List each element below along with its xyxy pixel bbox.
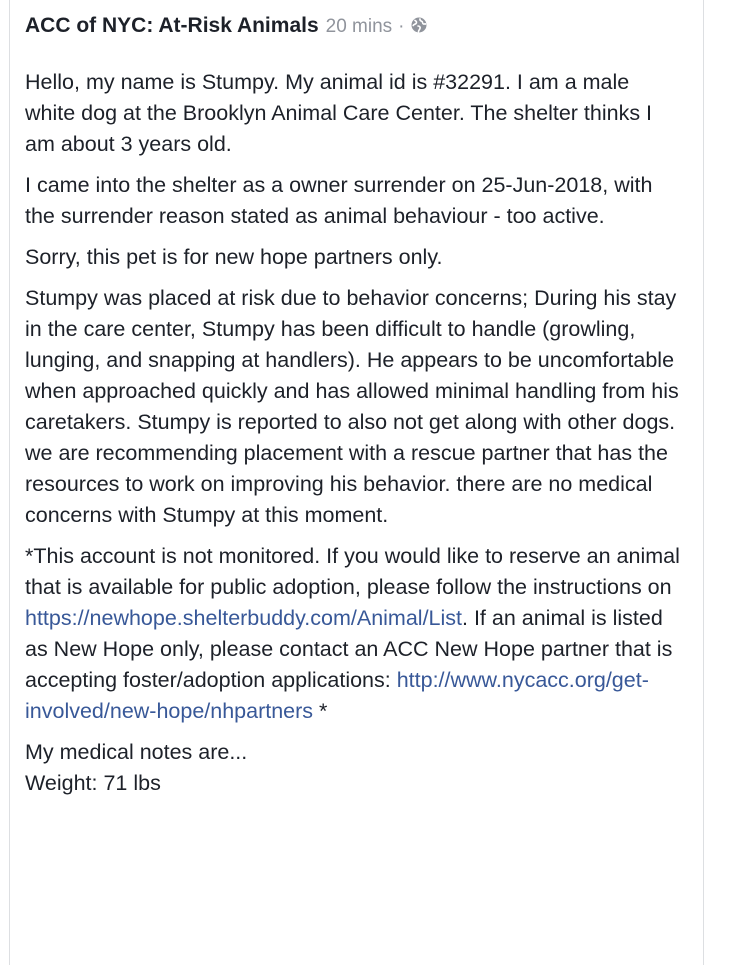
notice-paragraph xyxy=(25,541,685,727)
meta-separator: · xyxy=(398,16,405,37)
group-name-link[interactable]: ACC of NYC: At-Risk Animals xyxy=(25,14,319,37)
notice-text-1: *This account is not monitored. If you would like to reserve an animal that is available for public adoption, please follow the instructions on xyxy=(25,544,680,599)
post-timestamp[interactable]: 20 mins xyxy=(325,16,393,37)
post-card xyxy=(25,14,685,799)
intro-paragraph: Hello, my name is Stumpy. My animal id is #32291. I am a male white dog at the Brooklyn Animal Care Center. The shelter thinks I am about 3 years old. xyxy=(25,70,653,156)
notice-text-3: * xyxy=(313,699,328,723)
shelterbuddy-link[interactable]: https://newhope.shelterbuddy.com/Animal/List xyxy=(25,606,463,630)
right-border xyxy=(703,0,704,965)
notice-text-2: . If an animal is listed as New Hope only, please contact an ACC New Hope partner that is accepting foster/adoption applications: xyxy=(25,606,673,692)
post-body xyxy=(25,67,685,799)
globe-icon[interactable] xyxy=(411,17,427,33)
nhpartners-link[interactable]: http://www.nycacc.org/get-involved/new-hope/nhpartners xyxy=(25,668,649,723)
behavior-paragraph: Stumpy was placed at risk due to behavior concerns; During his stay in the care center, Stumpy has been difficult to handle (growling, lunging, and snapping at handlers). He appears to be uncomfortable when approached quickly and has allowed minimal handling from his caretakers. Stumpy is reported to also not get along with other dogs. we are recommending placement with a rescue partner that has the resources to work on improving his behavior. there are no medical concerns with Stumpy at this moment. xyxy=(25,286,679,527)
surrender-paragraph: I came into the shelter as a owner surrender on 25-Jun-2018, with the surrender reason stated as animal behaviour - too active. xyxy=(25,173,653,228)
post-header xyxy=(25,14,685,50)
medical-notes xyxy=(25,737,685,799)
medical-heading: My medical notes are... xyxy=(25,740,248,764)
weight-line: Weight: 71 lbs xyxy=(25,771,161,795)
new-hope-paragraph: Sorry, this pet is for new hope partners only. xyxy=(25,245,443,269)
left-border xyxy=(9,0,10,965)
